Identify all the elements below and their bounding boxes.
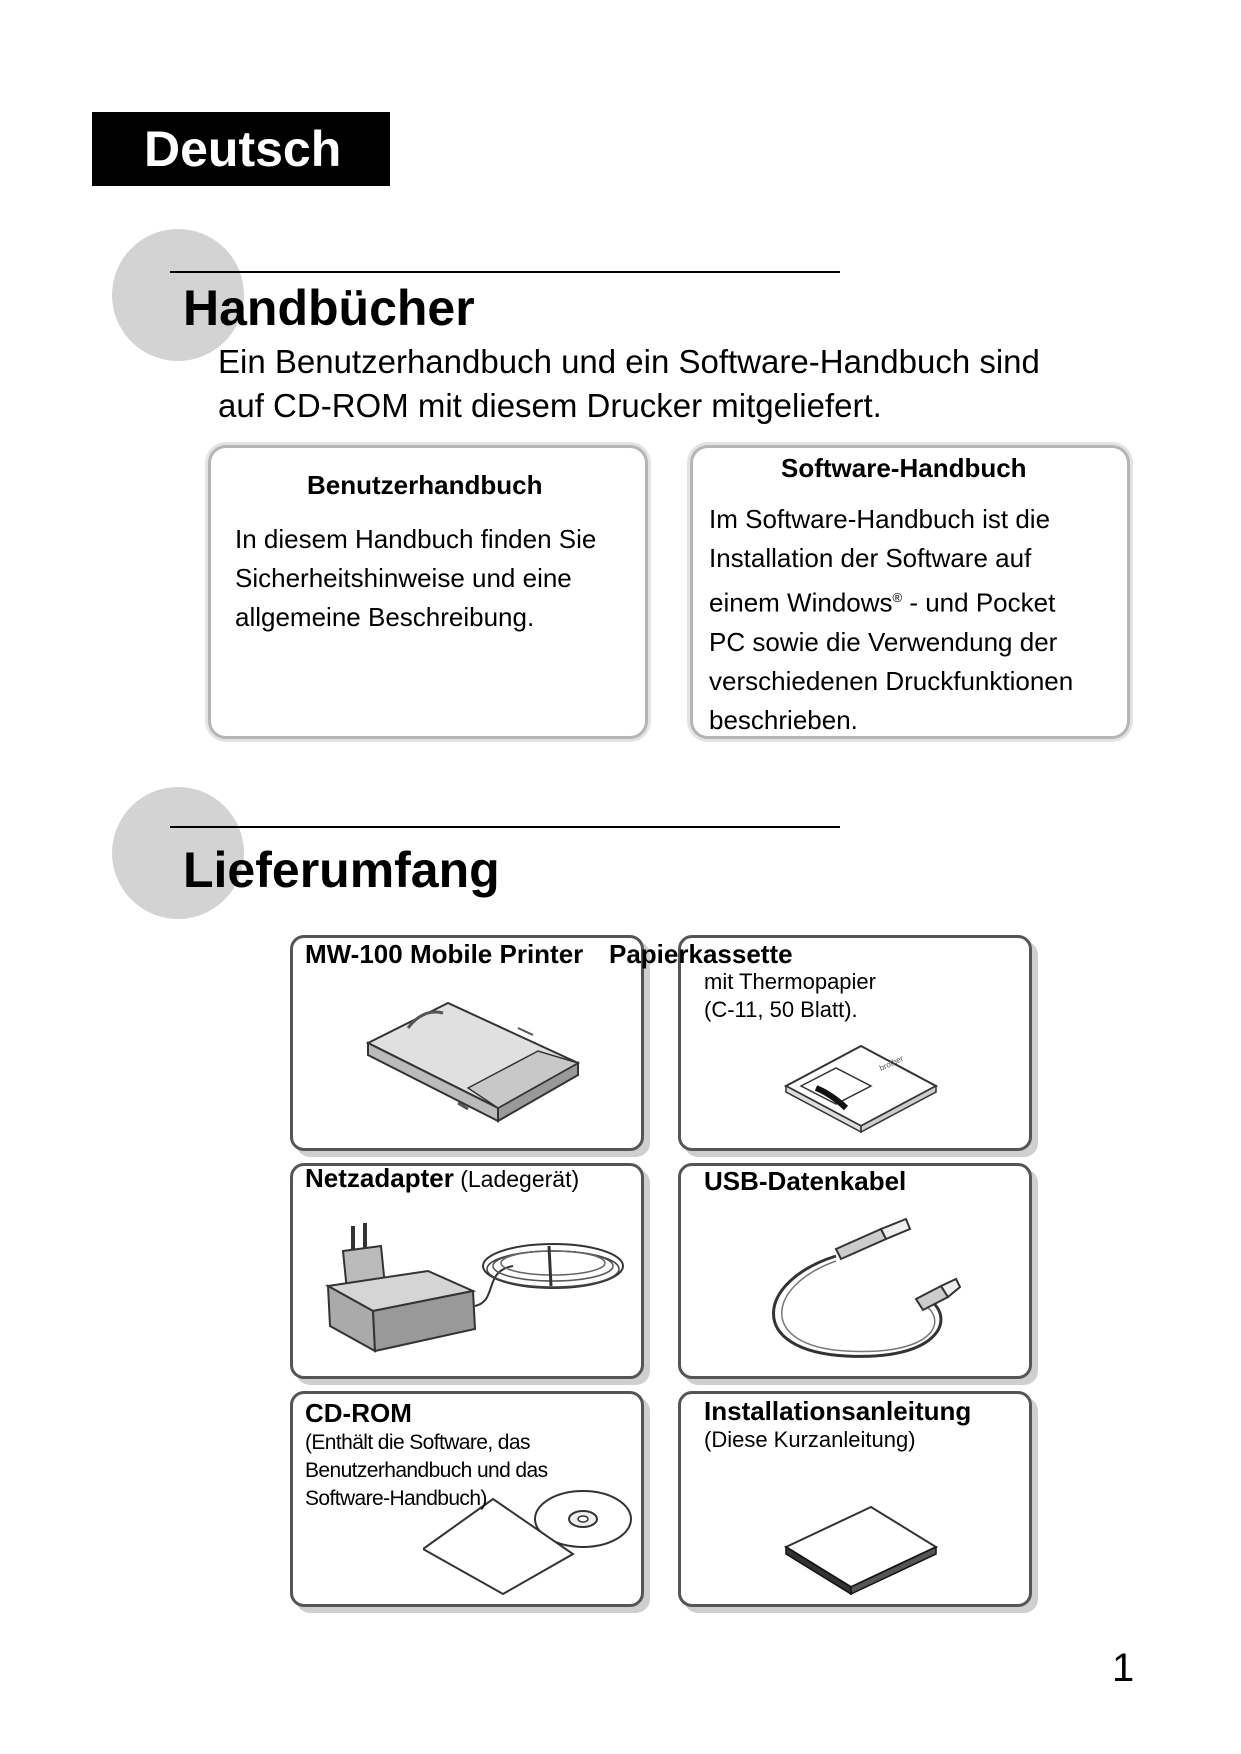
paper-cassette-illustration [776,1036,946,1146]
item-desc-paper [704,968,876,1024]
windows-text: einem Windows [709,587,893,618]
manuals-intro [218,340,1040,428]
description-line: PC sowie die Verwendung der [709,626,1058,657]
adapter-note: (Ladegerät) [453,1166,580,1192]
section-rule [170,271,840,273]
description-line: Software-Handbuch) [305,1487,487,1510]
adapter-name: Netzadapter [305,1163,454,1193]
usb-cable-illustration [736,1211,976,1371]
description-line: mit Thermopapier [704,969,876,994]
item-title-cdrom: CD-ROM [305,1398,412,1428]
description-line [709,578,1073,623]
printer-illustration [348,983,588,1143]
section-title-manuals: Handbücher [183,280,475,336]
user-manual-box [208,445,648,739]
item-box-adapter [290,1163,644,1379]
description-line: allgemeine Beschreibung. [235,602,535,632]
software-manual-description [709,500,1073,740]
booklet-illustration [781,1502,941,1602]
description-line: Benutzerhandbuch und das [305,1459,548,1482]
language-tab: Deutsch [92,112,390,186]
description-line: beschrieben. [709,704,858,735]
user-manual-title: Benutzerhandbuch [307,470,543,500]
item-title-guide: Installationsanleitung [704,1396,972,1426]
item-box-usb [678,1163,1032,1379]
intro-line: auf CD-ROM mit diesem Drucker mitgeliefert. [218,387,882,424]
registered-mark: ® [892,590,903,605]
item-box-guide [678,1391,1032,1607]
description-line: (Diese Kurzanleitung) [704,1427,916,1452]
description-line: (C-11, 50 Blatt). [704,997,858,1022]
description-line: verschiedenen Druckfunktionen [709,665,1074,696]
item-title-adapter [305,1163,579,1194]
intro-line: Ein Benutzerhandbuch und ein Software-Handbuch sind [218,343,1040,380]
svg-text:brother: brother [878,1053,905,1073]
software-manual-title: Software-Handbuch [781,453,1027,483]
page-number: 1 [1112,1646,1135,1690]
description-line: Installation der Software auf [709,543,1032,573]
description-line: Sicherheitshinweise und eine [235,563,572,593]
software-manual-box [690,445,1130,739]
item-title-paper: Papierkassette [609,939,793,969]
user-manual-description [235,520,596,637]
section-title-contents: Lieferumfang [183,842,500,898]
section-rule [170,826,840,828]
item-title-usb: USB-Datenkabel [704,1166,907,1196]
pocket-text: - und Pocket [902,587,1056,618]
item-desc-guide [704,1426,916,1454]
ac-adapter-illustration [313,1211,633,1371]
description-line: In diesem Handbuch finden Sie [235,524,597,554]
description-line: Im Software-Handbuch ist die [709,504,1051,534]
item-desc-cdrom [305,1429,547,1513]
item-title-printer: MW-100 Mobile Printer [305,939,584,969]
description-line: (Enthält die Software, das [305,1431,530,1454]
